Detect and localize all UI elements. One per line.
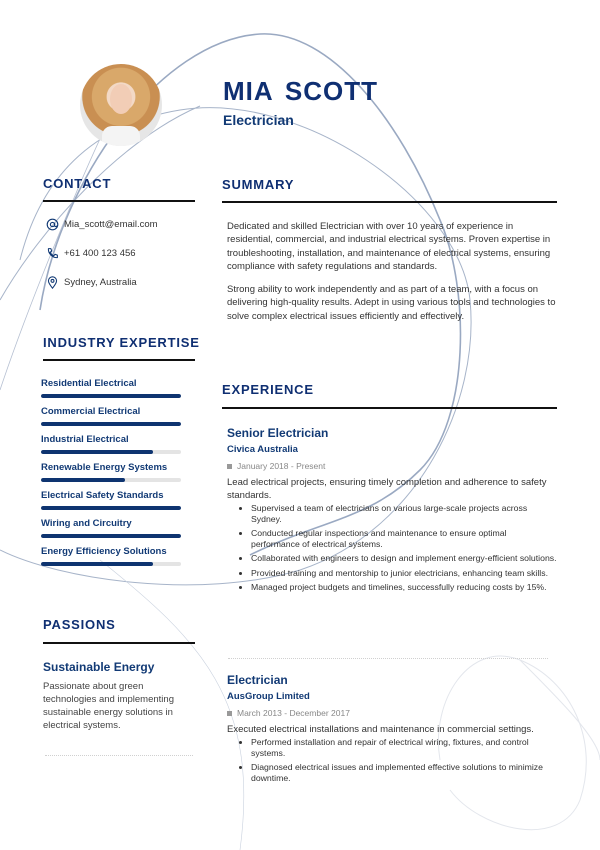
contact-email[interactable] [45,217,158,231]
job-bullet: • Diagnosed electrical issues and implemented effective solutions to minimize downtime. [251,762,557,783]
skill-bar-fill [41,394,181,398]
passion-divider [45,755,193,756]
photo-face [110,84,132,114]
job-entry [227,426,557,597]
calendar-icon [227,464,232,469]
skill-label: Commercial Electrical [41,406,141,417]
profile-photo [80,64,162,146]
skill-bar-fill [41,562,153,566]
passion-title: Sustainable Energy [43,660,155,674]
skill-label: Industrial Electrical [41,434,129,445]
passions-divider [43,642,195,644]
job-title: Senior Electrician [227,426,329,440]
passions-heading: PASSIONS [43,617,116,632]
phone-icon [45,246,59,260]
contact-divider [43,200,195,202]
skill-bar-track [41,422,181,426]
expertise-heading: INDUSTRY EXPERTISE [43,335,200,350]
job-bullet: • Provided training and mentorship to junior electricians, enhancing team skills. [251,568,557,579]
job-bullets [227,737,557,783]
summary-heading: SUMMARY [222,177,295,192]
expertise-divider [43,359,195,361]
calendar-icon [227,711,232,716]
contact-location [45,275,137,289]
experience-heading: EXPERIENCE [222,382,314,397]
skill-label: Residential Electrical [41,378,137,389]
skill-label: Renewable Energy Systems [41,462,168,473]
skill-item [41,490,183,510]
skill-bar-fill [41,478,125,482]
summary-paragraph: Dedicated and skilled Electrician with over 10 years of experience in residential, commercial, and industrial electrical systems. Proven expertise in troubleshooting, installation, and maintenance of electrical systems, ensuring compliance with safety regulations and standards. [227,221,551,272]
job-description: Lead electrical projects, ensuring timely completion and adherence to safety standards. [227,477,547,501]
contact-phone[interactable] [45,246,136,260]
skill-bar-fill [41,450,153,454]
job-company: AusGroup Limited [227,691,310,702]
skill-bar-track [41,394,181,398]
job-bullet: • Managed project budgets and timelines, successfully reducing costs by 15%. [251,582,557,593]
skill-bar-track [41,478,181,482]
skill-bar-fill [41,506,181,510]
skill-item [41,462,183,482]
job-bullet: • Performed installation and repair of electrical wiring, fixtures, and control systems. [251,737,557,758]
location-pin-icon [45,275,59,289]
contact-location-text: Sydney, Australia [64,276,137,288]
job-dates-text: March 2013 - December 2017 [237,708,350,718]
skill-label: Energy Efficiency Solutions [41,546,167,557]
skill-bar-track [41,450,181,454]
skill-bar-track [41,534,181,538]
summary-paragraph: Strong ability to work independently and as part of a team, with a focus on delivering high-quality results. Adept in using various tools and technologies to solve complex electrical issues efficiently and effectively. [227,284,556,322]
skill-item [41,546,183,566]
job-entry [227,673,557,787]
job-title: Electrician [227,673,288,687]
contact-email-text: Mia_scott@email.com [64,218,158,230]
job-dates-text: January 2018 - Present [237,461,326,471]
skill-item [41,406,183,426]
experience-divider [222,407,557,409]
candidate-name: MIA SCOTT [223,76,379,106]
candidate-title: Electrician [223,112,294,128]
skill-item [41,434,183,454]
job-bullets [227,503,557,593]
job-dates [227,461,557,471]
job-bullet: • Collaborated with engineers to design and implement energy-efficient solutions. [251,553,557,564]
at-icon [45,217,59,231]
contact-phone-text: +61 400 123 456 [64,247,136,259]
job-company: Civica Australia [227,444,298,455]
passion-description: Passionate about green technologies and implementing sustainable energy solutions in electrical systems. [43,681,174,731]
job-bullet: • Supervised a team of electricians on various large-scale projects across Sydney. [251,503,557,524]
job-divider [228,658,548,659]
skill-label: Electrical Safety Standards [41,490,164,501]
contact-heading: CONTACT [43,176,112,191]
skill-item [41,518,183,538]
skill-bar-track [41,562,181,566]
job-description: Executed electrical installations and maintenance in commercial settings. [227,724,534,735]
photo-shirt [102,126,140,146]
job-bullet: • Conducted regular inspections and maintenance to ensure optimal performance of electrical systems. [251,528,557,549]
job-dates [227,708,557,718]
skill-bar-fill [41,534,181,538]
skill-label: Wiring and Circuitry [41,518,132,529]
summary-divider [222,201,557,203]
summary-text [227,220,557,333]
skill-bar-track [41,506,181,510]
skill-bar-fill [41,422,181,426]
skill-item [41,378,183,398]
